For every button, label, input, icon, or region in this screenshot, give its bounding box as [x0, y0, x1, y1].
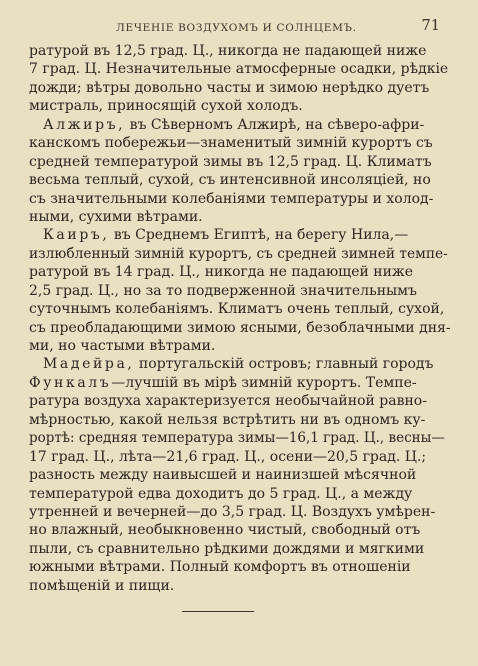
line-text: —лучшій въ мірѣ зимній курортъ. Темпе- — [111, 374, 417, 391]
line-text: ратура воздуха характеризуется необычайной равно- — [29, 393, 427, 410]
line-text: помѣщеній и пищи. — [29, 577, 175, 594]
line-text: излюбленный зимній курортъ, съ средней зимней темпе- — [29, 245, 448, 262]
text-line — [29, 60, 452, 78]
line-text: разность между наивысшей и наинизшей мѣсячной — [29, 467, 417, 484]
text-line — [29, 355, 452, 373]
text-line — [29, 392, 452, 410]
page-header — [30, 14, 448, 36]
text-line — [29, 226, 452, 244]
line-text: въ Среднемъ Египтѣ, на берегу Нила,— — [109, 227, 409, 244]
body-text — [29, 42, 452, 595]
text-line — [29, 577, 452, 595]
page-number: 71 — [421, 18, 440, 34]
text-line — [29, 411, 452, 429]
line-text: въ Сѣверномъ Алжирѣ, на сѣверо-афри- — [125, 116, 425, 133]
text-line — [29, 208, 452, 226]
line-text: утренней и вечерней—до 3,5 град. Ц. Воздухъ умѣрен- — [29, 503, 436, 520]
text-line — [29, 466, 452, 484]
place-name: Функалъ — [29, 374, 112, 391]
place-name: Каиръ, — [43, 227, 110, 244]
line-text: весьма теплый, сухой, съ интенсивной инсоляціей, но — [29, 172, 431, 189]
text-line — [29, 153, 452, 171]
text-line — [29, 190, 452, 208]
line-text: ми, но частыми вѣтрами. — [29, 338, 216, 354]
text-line — [29, 134, 452, 152]
text-line — [29, 282, 452, 300]
line-text: съ значительными колебаніями температуры и холод- — [29, 190, 434, 207]
text-line — [29, 503, 452, 521]
place-name: Алжиръ, — [43, 116, 126, 133]
text-line — [29, 245, 452, 263]
line-text: но влажный, необыкновенно чистый, свободный отъ — [29, 522, 421, 539]
line-text: южными вѣтрами. Полный комфортъ въ отношеніи — [29, 559, 411, 576]
line-text: дожди; вѣтры довольно часты и зимою нерѣдко дуетъ — [29, 79, 430, 96]
text-line — [29, 97, 452, 115]
text-line — [29, 337, 452, 355]
text-line — [29, 42, 452, 60]
text-line — [29, 540, 452, 558]
line-text: мистраль, приносящій сухой холодъ. — [29, 98, 303, 115]
line-text: мѣрностью, какой нельзя встрѣтить ни въ одномъ ку- — [29, 411, 426, 428]
line-text: канскомъ побережьи—знаменитый зимній курортъ съ — [29, 135, 433, 152]
text-line — [29, 429, 452, 447]
text-line — [29, 263, 452, 281]
line-text: ными, сухими вѣтрами. — [29, 208, 203, 225]
running-head: ЛЕЧЕНІЕ ВОЗДУХОМЪ И СОЛНЦЕМЪ. — [116, 22, 357, 34]
line-text: португальскій островъ; главный городъ — [134, 356, 434, 373]
text-line — [29, 116, 452, 134]
line-text: ратурой въ 12,5 град. Ц., никогда не падающей ниже — [29, 43, 427, 59]
line-text: 2,5 град. Ц., но за то подверженной значительнымъ — [29, 282, 417, 299]
line-text: температурой едва доходитъ до 5 град. Ц., а между — [29, 485, 413, 502]
line-text: пыли, съ сравнительно рѣдкими дождями и мягкими — [29, 540, 425, 557]
line-text: съ преобладающими зимою ясными, безоблачными дня- — [29, 319, 451, 336]
text-line — [29, 448, 452, 466]
text-line — [29, 300, 452, 318]
text-line — [29, 558, 452, 576]
line-text: суточнымъ колебаніямъ. Климатъ очень теплый, сухой, — [29, 301, 445, 318]
text-line — [29, 171, 452, 189]
line-text: ратурой въ 14 град. Ц., никогда не падающей ниже — [29, 264, 414, 281]
section-end-rule — [182, 611, 254, 612]
text-line — [29, 319, 452, 337]
line-text: 17 град. Ц., лѣта—21,6 град. Ц., осени—20,5 град. Ц.; — [29, 448, 427, 465]
text-line — [29, 79, 452, 97]
text-line — [29, 521, 452, 539]
line-text: рортѣ: средняя температура зимы—16,1 град. Ц., весны— — [29, 430, 445, 447]
line-text: средней температурой зимы въ 12,5 град. Ц. Климатъ — [29, 153, 432, 170]
place-name: Мадейра, — [43, 356, 135, 373]
text-line — [29, 374, 452, 392]
line-text: 7 град. Ц. Незначительные атмосферные осадки, рѣдкіе — [29, 61, 449, 78]
text-line — [29, 485, 452, 503]
